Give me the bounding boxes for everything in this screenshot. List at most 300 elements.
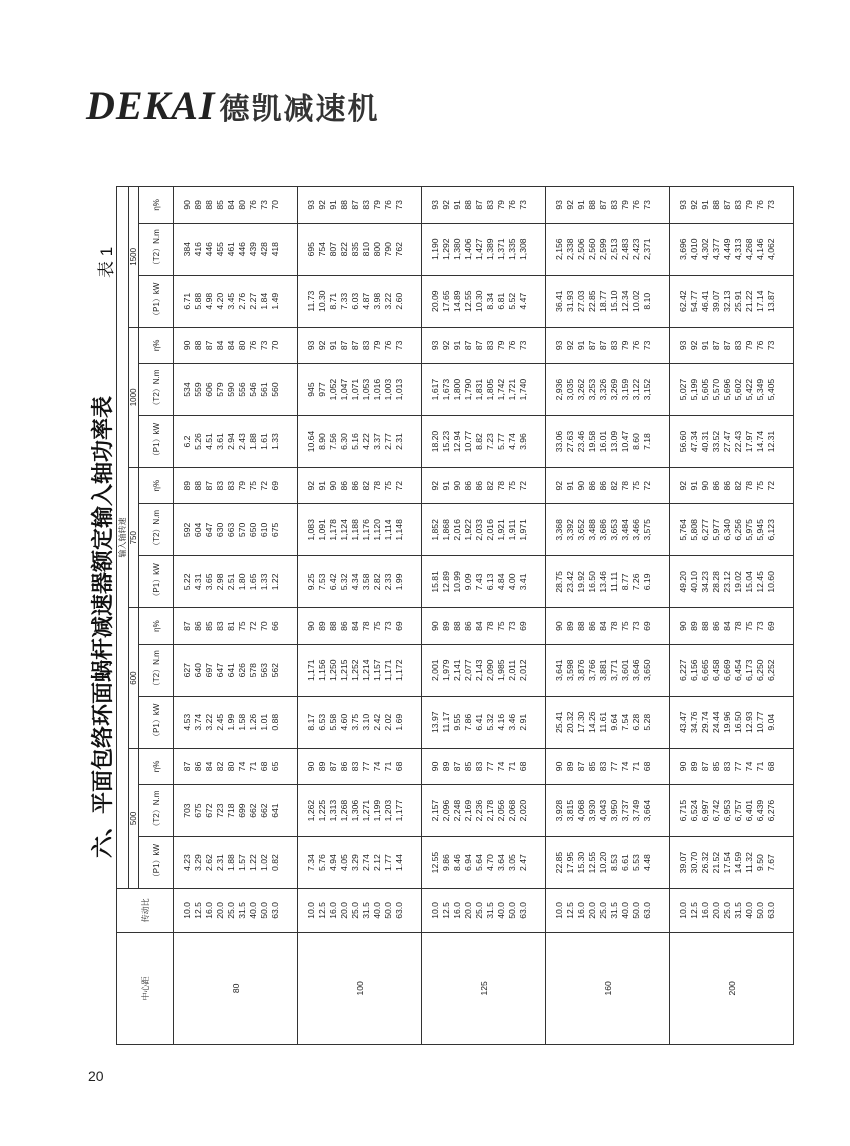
power-value: 10.02	[631, 290, 641, 312]
ratio-value: 63.0	[642, 902, 652, 919]
efficiency-value: 91	[328, 200, 338, 210]
efficiency-value: 84	[204, 761, 214, 772]
power-value: 26.32	[700, 851, 710, 874]
power-value: 2.82	[372, 573, 382, 591]
power-value: 1.77	[383, 854, 393, 871]
torque-value: 1,157	[372, 659, 382, 681]
power-cell	[298, 696, 422, 748]
efficiency-cell	[422, 327, 546, 363]
efficiency-value: 93	[554, 340, 564, 351]
power-value: 3.65	[204, 573, 214, 591]
logo-chinese: 德凯减速机	[219, 92, 380, 127]
efficiency-value: 73	[507, 621, 517, 631]
torque-value: 2,090	[485, 659, 495, 681]
logo-latin: DEKAI	[86, 83, 216, 128]
efficiency-value: 74	[237, 761, 247, 772]
header-torque-nm: （T2）N.m	[139, 644, 174, 696]
power-value: 4.60	[339, 713, 349, 731]
efficiency-value: 70	[270, 200, 280, 210]
power-value: 17.97	[744, 430, 754, 453]
torque-value: 6,256	[733, 519, 743, 541]
power-cell	[546, 556, 670, 608]
torque-value: 697	[204, 663, 214, 678]
power-value: 11.11	[609, 571, 619, 592]
company-logo	[86, 80, 380, 132]
power-value: 56.60	[678, 430, 688, 453]
efficiency-value: 75	[372, 621, 382, 631]
efficiency-value: 90	[678, 761, 688, 772]
power-cell	[298, 275, 422, 327]
power-value: 0.88	[270, 713, 280, 731]
power-value: 2.45	[215, 713, 225, 731]
efficiency-value: 75	[496, 621, 506, 631]
torque-value: 6,715	[678, 799, 688, 822]
torque-value: 1,178	[328, 519, 338, 541]
torque-value: 3,766	[587, 659, 597, 681]
ratio-value: 31.5	[361, 902, 371, 919]
power-value: 17.14	[755, 290, 765, 312]
efficiency-value: 90	[182, 200, 192, 210]
power-cell	[298, 837, 422, 889]
power-value: 15.30	[576, 851, 586, 874]
power-value: 4.94	[328, 854, 338, 871]
ratio-value: 50.0	[383, 902, 393, 919]
efficiency-value: 89	[182, 480, 192, 491]
torque-value: 2,001	[430, 659, 440, 681]
power-value: 9.86	[441, 854, 451, 871]
power-value: 24.44	[711, 711, 721, 733]
torque-value: 945	[306, 382, 316, 397]
torque-cell	[422, 504, 546, 556]
efficiency-value: 88	[700, 621, 710, 631]
torque-value: 1,921	[496, 519, 506, 541]
header-efficiency: η%	[139, 468, 174, 504]
power-value: 8.90	[317, 433, 327, 450]
torque-value: 1,911	[507, 519, 517, 541]
efficiency-cell	[174, 608, 298, 644]
power-value: 8.34	[485, 292, 495, 310]
efficiency-value: 91	[689, 480, 699, 491]
efficiency-cell	[670, 608, 794, 644]
power-value: 7.33	[339, 292, 349, 310]
efficiency-value: 89	[193, 200, 203, 210]
power-value: 11.61	[598, 711, 608, 733]
efficiency-value: 80	[226, 761, 236, 772]
power-value: 5.77	[496, 433, 506, 450]
header-power-kw: （P1）kW	[139, 837, 174, 889]
torque-value: 563	[259, 663, 269, 678]
torque-cell	[298, 223, 422, 275]
efficiency-value: 75	[755, 480, 765, 491]
torque-value: 1,740	[518, 378, 528, 401]
torque-cell	[298, 644, 422, 696]
efficiency-value: 83	[215, 480, 225, 491]
power-cell	[670, 556, 794, 608]
ratio-value: 10.0	[554, 902, 564, 919]
torque-value: 5,027	[678, 378, 688, 401]
efficiency-value: 86	[463, 621, 473, 631]
power-value: 9.09	[463, 573, 473, 591]
torque-value: 6,227	[678, 659, 688, 681]
efficiency-cell	[298, 468, 422, 504]
ratio-value: 50.0	[507, 902, 517, 919]
center-distance-cell: 125	[422, 932, 546, 1044]
power-value: 7.54	[620, 713, 630, 731]
power-cell	[422, 416, 546, 468]
header-power-kw: （P1）kW	[139, 556, 174, 608]
efficiency-value: 87	[328, 761, 338, 772]
ratio-value: 12.5	[317, 902, 327, 919]
efficiency-value: 86	[193, 761, 203, 772]
power-value: 3.61	[215, 433, 225, 450]
torque-value: 560	[270, 382, 280, 397]
power-value: 23.46	[576, 430, 586, 453]
efficiency-value: 92	[441, 340, 451, 351]
power-value: 3.45	[226, 292, 236, 310]
torque-value: 3,484	[620, 519, 630, 541]
power-value: 16.50	[733, 711, 743, 733]
efficiency-value: 73	[383, 621, 393, 631]
header-torque-nm: （T2）N.m	[139, 504, 174, 556]
torque-cell	[546, 644, 670, 696]
power-value: 1.84	[259, 292, 269, 310]
power-value: 11.17	[441, 711, 451, 733]
torque-value: 5,405	[766, 378, 776, 401]
efficiency-value: 70	[259, 621, 269, 631]
power-cell	[670, 696, 794, 748]
torque-value: 1,071	[350, 378, 360, 401]
header-speed-1500: 1500	[129, 187, 139, 328]
efficiency-value: 76	[507, 340, 517, 351]
power-value: 14.59	[733, 851, 743, 874]
torque-value: 4,449	[722, 238, 732, 260]
efficiency-value: 87	[204, 480, 214, 491]
power-value: 33.52	[711, 430, 721, 453]
torque-value: 4,302	[700, 238, 710, 260]
efficiency-value: 87	[598, 340, 608, 351]
power-value: 5.22	[182, 573, 192, 591]
torque-value: 5,945	[755, 519, 765, 541]
efficiency-value: 87	[474, 340, 484, 351]
torque-value: 1,124	[339, 519, 349, 541]
efficiency-value: 87	[463, 340, 473, 351]
torque-value: 3,771	[609, 659, 619, 681]
efficiency-value: 86	[587, 621, 597, 631]
efficiency-value: 86	[339, 480, 349, 491]
power-value: 28.75	[554, 571, 564, 593]
efficiency-value: 88	[463, 200, 473, 210]
power-value: 5.32	[485, 713, 495, 731]
power-value: 14.74	[755, 430, 765, 453]
efficiency-value: 91	[565, 480, 575, 491]
torque-value: 2,169	[463, 799, 473, 822]
efficiency-value: 93	[554, 200, 564, 210]
efficiency-cell	[546, 608, 670, 644]
torque-value: 1,979	[441, 659, 451, 681]
torque-value: 630	[215, 522, 225, 538]
torque-value: 428	[259, 242, 269, 257]
efficiency-value: 75	[507, 480, 517, 491]
ratio-value: 40.0	[744, 902, 754, 919]
torque-value: 3,696	[678, 238, 688, 260]
header-efficiency: η%	[139, 748, 174, 784]
header-power-kw: （P1）kW	[139, 696, 174, 748]
efficiency-value: 73	[631, 621, 641, 631]
power-value: 7.53	[317, 573, 327, 591]
torque-value: 418	[270, 242, 280, 257]
torque-value: 675	[193, 803, 203, 818]
efficiency-value: 72	[259, 480, 269, 491]
torque-value: 3,466	[631, 519, 641, 541]
torque-value: 3,152	[642, 378, 652, 401]
efficiency-value: 80	[237, 340, 247, 351]
power-value: 5.32	[339, 573, 349, 591]
efficiency-value: 90	[430, 621, 440, 631]
efficiency-value: 68	[766, 761, 776, 772]
ratio-value: 63.0	[270, 902, 280, 919]
power-value: 13.46	[598, 571, 608, 593]
torque-value: 1,852	[430, 519, 440, 541]
power-value: 8.60	[631, 433, 641, 450]
power-value: 12.45	[755, 571, 765, 593]
power-value: 4.98	[204, 292, 214, 310]
power-value: 3.64	[496, 854, 506, 871]
ratio-value: 31.5	[609, 902, 619, 919]
ratio-value: 12.5	[193, 902, 203, 919]
power-cell	[670, 275, 794, 327]
torque-value: 6,123	[766, 519, 776, 541]
power-value: 3.98	[372, 292, 382, 310]
center-distance-cell: 80	[174, 932, 298, 1044]
power-value: 25.91	[733, 290, 743, 312]
power-value: 17.65	[441, 290, 451, 312]
torque-value: 446	[237, 242, 247, 257]
efficiency-cell	[670, 748, 794, 784]
torque-value: 3,881	[598, 659, 608, 681]
efficiency-value: 87	[182, 621, 192, 631]
torque-value: 1,177	[394, 799, 404, 822]
efficiency-value: 78	[620, 480, 630, 491]
power-value: 34.23	[700, 571, 710, 593]
torque-value: 2,016	[452, 519, 462, 541]
ratio-value: 20.0	[339, 902, 349, 919]
torque-value: 1,985	[496, 659, 506, 681]
power-value: 19.96	[722, 711, 732, 733]
power-value: 25.41	[554, 711, 564, 733]
torque-value: 1,120	[372, 519, 382, 541]
torque-value: 570	[237, 522, 247, 538]
efficiency-value: 88	[193, 480, 203, 491]
efficiency-value: 68	[394, 761, 404, 772]
efficiency-value: 92	[441, 200, 451, 210]
torque-value: 561	[259, 382, 269, 397]
torque-value: 1,721	[507, 378, 517, 401]
ratio-value: 40.0	[372, 902, 382, 919]
power-value: 33.06	[554, 430, 564, 453]
power-value: 1.44	[394, 854, 404, 871]
efficiency-value: 73	[642, 200, 652, 210]
efficiency-value: 71	[383, 761, 393, 772]
torque-value: 2,056	[496, 799, 506, 822]
torque-value: 6,439	[755, 799, 765, 822]
efficiency-value: 88	[711, 200, 721, 210]
torque-cell	[546, 785, 670, 837]
efficiency-value: 72	[642, 480, 652, 491]
efficiency-value: 91	[452, 200, 462, 210]
efficiency-value: 89	[441, 621, 451, 631]
torque-cell	[670, 785, 794, 837]
power-value: 8.17	[306, 713, 316, 731]
table-row-center-125	[422, 187, 546, 1045]
power-value: 6.42	[328, 573, 338, 591]
torque-value: 1,199	[372, 799, 382, 822]
torque-value: 3,269	[609, 378, 619, 401]
ratio-value: 20.0	[587, 902, 597, 919]
power-cell	[546, 696, 670, 748]
efficiency-cell	[422, 468, 546, 504]
efficiency-value: 73	[518, 340, 528, 351]
torque-value: 2,020	[518, 799, 528, 822]
torque-value: 800	[372, 242, 382, 257]
efficiency-value: 78	[485, 621, 495, 631]
power-value: 46.41	[700, 290, 710, 312]
power-value: 19.92	[576, 571, 586, 593]
power-value: 4.00	[507, 573, 517, 591]
efficiency-value: 93	[430, 340, 440, 351]
torque-cell	[174, 504, 298, 556]
efficiency-value: 92	[689, 340, 699, 351]
power-value: 12.89	[441, 571, 451, 593]
power-value: 10.60	[766, 571, 776, 593]
power-value: 10.99	[452, 571, 462, 593]
power-value: 5.53	[631, 854, 641, 871]
power-value: 12.93	[744, 711, 754, 733]
power-value: 13.09	[609, 430, 619, 453]
torque-value: 5,975	[744, 519, 754, 541]
efficiency-value: 80	[237, 200, 247, 210]
torque-value: 723	[215, 803, 225, 818]
efficiency-value: 73	[259, 340, 269, 351]
torque-value: 977	[317, 382, 327, 397]
power-rating-table-wrap	[116, 186, 794, 1045]
torque-value: 1,176	[361, 519, 371, 541]
torque-value: 6,277	[700, 519, 710, 541]
torque-value: 2,096	[441, 799, 451, 822]
power-value: 10.20	[598, 851, 608, 874]
torque-value: 1,091	[317, 519, 327, 541]
efficiency-value: 82	[609, 480, 619, 491]
torque-value: 3,815	[565, 799, 575, 822]
power-value: 12.94	[452, 430, 462, 453]
torque-value: 1,268	[339, 799, 349, 822]
power-rating-table	[116, 186, 794, 1045]
torque-cell	[298, 504, 422, 556]
torque-value: 1,171	[306, 659, 316, 681]
power-value: 8.77	[620, 573, 630, 591]
efficiency-value: 73	[766, 200, 776, 210]
efficiency-value: 75	[237, 621, 247, 631]
torque-cell	[174, 364, 298, 416]
torque-value: 439	[248, 242, 258, 257]
efficiency-value: 90	[678, 621, 688, 631]
torque-value: 604	[193, 522, 203, 538]
torque-cell	[546, 364, 670, 416]
power-value: 10.30	[317, 290, 327, 312]
torque-value: 3,646	[631, 659, 641, 681]
torque-value: 1,214	[361, 659, 371, 681]
efficiency-cell	[174, 748, 298, 784]
power-value: 20.32	[565, 711, 575, 733]
power-value: 34.76	[689, 711, 699, 733]
ratio-value: 20.0	[463, 902, 473, 919]
power-value: 0.82	[270, 854, 280, 871]
efficiency-cell	[670, 468, 794, 504]
torque-value: 590	[226, 382, 236, 397]
header-speed-500: 500	[129, 748, 139, 888]
power-value: 7.43	[474, 573, 484, 591]
torque-value: 6,276	[766, 799, 776, 822]
torque-value: 6,454	[733, 659, 743, 681]
torque-value: 1,047	[339, 378, 349, 401]
torque-value: 672	[204, 803, 214, 818]
torque-value: 2,506	[576, 238, 586, 260]
power-cell	[174, 416, 298, 468]
efficiency-value: 76	[507, 200, 517, 210]
efficiency-value: 77	[361, 761, 371, 772]
power-value: 6.41	[474, 713, 484, 731]
efficiency-value: 75	[383, 480, 393, 491]
efficiency-value: 75	[620, 621, 630, 631]
efficiency-value: 90	[306, 621, 316, 631]
power-value: 5.76	[317, 854, 327, 871]
torque-cell	[670, 223, 794, 275]
torque-cell	[298, 785, 422, 837]
efficiency-value: 79	[620, 340, 630, 351]
torque-value: 6,742	[711, 799, 721, 822]
power-value: 29.74	[700, 711, 710, 733]
power-value: 40.31	[700, 430, 710, 453]
efficiency-value: 79	[496, 200, 506, 210]
efficiency-value: 83	[485, 340, 495, 351]
power-value: 8.71	[328, 292, 338, 310]
power-value: 4.53	[182, 713, 192, 731]
ratio-value: 31.5	[733, 902, 743, 919]
power-value: 2.51	[226, 573, 236, 591]
power-cell	[174, 696, 298, 748]
efficiency-value: 93	[306, 200, 316, 210]
ratio-value: 25.0	[722, 902, 732, 919]
power-cell	[174, 556, 298, 608]
efficiency-value: 91	[576, 200, 586, 210]
torque-value: 1,188	[350, 519, 360, 541]
power-value: 11.73	[306, 290, 316, 312]
torque-value: 6,340	[722, 519, 732, 541]
power-value: 12.55	[587, 851, 597, 874]
power-value: 43.47	[678, 711, 688, 733]
efficiency-value: 76	[755, 340, 765, 351]
power-value: 22.85	[587, 290, 597, 312]
efficiency-value: 72	[766, 480, 776, 491]
torque-value: 1,742	[496, 378, 506, 401]
torque-value: 626	[237, 663, 247, 678]
efficiency-value: 87	[598, 200, 608, 210]
power-cell	[546, 416, 670, 468]
torque-value: 546	[248, 382, 258, 397]
torque-value: 1,225	[317, 799, 327, 822]
torque-value: 6,665	[700, 659, 710, 681]
torque-cell	[174, 644, 298, 696]
efficiency-value: 77	[733, 761, 743, 772]
